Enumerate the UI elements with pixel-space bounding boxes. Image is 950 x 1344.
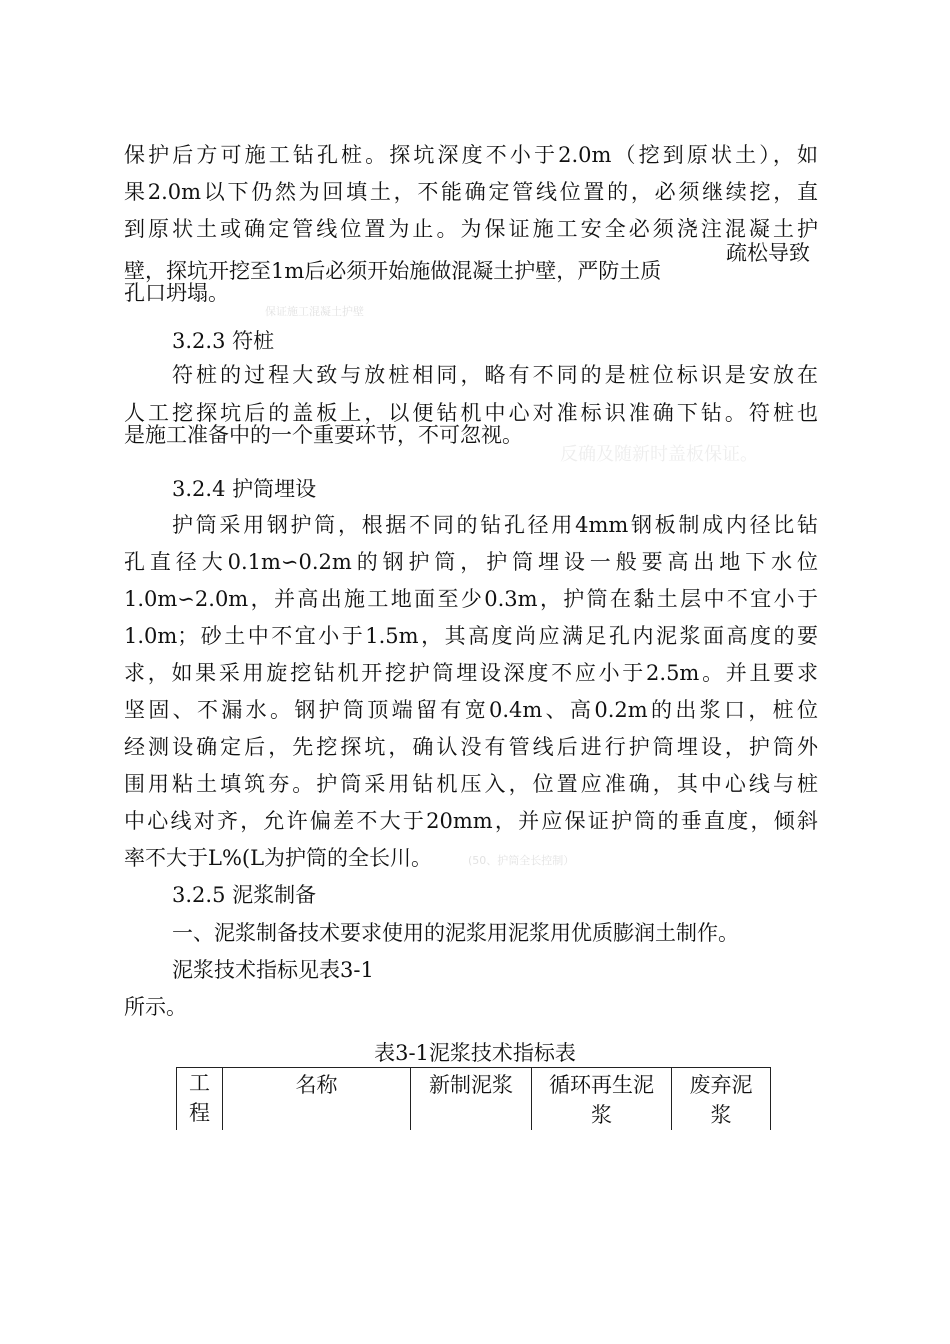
section-heading: 3.2.3 符桩 — [172, 329, 275, 353]
paragraph-line: 率不大于L%(L为护筒的全长川。 — [124, 846, 433, 870]
faint-ghost-text: (50、护筒全长控制） — [468, 854, 575, 867]
paragraph-line: 坚固、不漏水。钢护筒顶端留有宽0.4m、高0.2m的出浆口，桩位 — [124, 698, 818, 722]
paragraph-line: 果2.0m以下仍然为回填土，不能确定管线位置的，必须继续挖，直 — [124, 180, 818, 204]
table-header-cell: 循环再生泥浆 — [532, 1068, 672, 1131]
paragraph-line: 符桩的过程大致与放桩相同，略有不同的是桩位标识是安放在 — [172, 363, 818, 387]
faint-ghost-text: 反确及随新时盖板保证。 — [560, 444, 758, 465]
table-header-cell: 新制泥浆 — [411, 1068, 532, 1131]
paragraph-line: 人工挖探坑后的盖板上，以便钻机中心对准标识准确下钻。符桩也 — [124, 401, 818, 425]
section-heading: 3.2.4 护筒埋设 — [172, 477, 317, 501]
paragraph-line: 围用粘土填筑夯。护筒采用钻机压入，位置应准确，其中心线与桩 — [124, 772, 818, 796]
paragraph-line: 泥浆技术指标见表3-1 — [172, 958, 374, 982]
table-header-row — [177, 1068, 771, 1131]
paragraph-line: 1.0m；砂土中不宜小于1.5m，其高度尚应满足孔内泥浆面高度的要 — [124, 624, 818, 648]
paragraph-line: 所示。 — [124, 995, 187, 1019]
paragraph-line: 孔直径大0.1m∽0.2m的钢护筒，护筒埋设一般要高出地下水位 — [124, 550, 818, 574]
paragraph-line: 一、泥浆制备技术要求使用的泥浆用泥浆用优质膨润土制作。 — [172, 921, 739, 945]
table-header-cell: 工程 — [177, 1068, 223, 1131]
paragraph-line: 到原状土或确定管线位置为止。为保证施工安全必须浇注混凝土护 — [124, 217, 818, 241]
paragraph-line: 1.0m∽2.0m，并高出施工地面至少0.3m，护筒在黏土层中不宜小于 — [124, 587, 818, 611]
paragraph-line: 孔口坍塌。 — [124, 281, 229, 305]
paragraph-line: 护筒采用钢护筒，根据不同的钻孔径用4mm钢板制成内径比钻 — [172, 513, 818, 537]
section-heading: 3.2.5 泥浆制备 — [172, 883, 317, 907]
faint-ghost-text: 保证施工混凝土护壁 — [265, 305, 364, 318]
table-caption: 表3-1泥浆技术指标表 — [374, 1041, 576, 1065]
paragraph-line: 保护后方可施工钻孔桩。探坑深度不小于2.0m（挖到原状土），如 — [124, 143, 818, 167]
paragraph-line: 求，如果采用旋挖钻机开挖护筒埋设深度不应小于2.5m。并且要求 — [124, 661, 818, 685]
paragraph-line: 是施工准备中的一个重要环节，不可忽视。 — [124, 423, 523, 447]
paragraph-line: 经测设确定后，先挖探坑，确认没有管线后进行护筒埋设，护筒外 — [124, 735, 818, 759]
mud-index-table — [176, 1067, 771, 1130]
paragraph-line: 中心线对齐，允许偏差不大于20mm，并应保证护筒的垂直度，倾斜 — [124, 809, 818, 833]
table-header-cell: 名称 — [223, 1068, 411, 1131]
table-header-cell: 废弃泥浆 — [672, 1068, 771, 1131]
paragraph-line-tail: 疏松导致 — [726, 241, 810, 265]
paragraph-line: 壁，探坑开挖至1m后必须开始施做混凝土护壁，严防土质 — [124, 259, 662, 283]
